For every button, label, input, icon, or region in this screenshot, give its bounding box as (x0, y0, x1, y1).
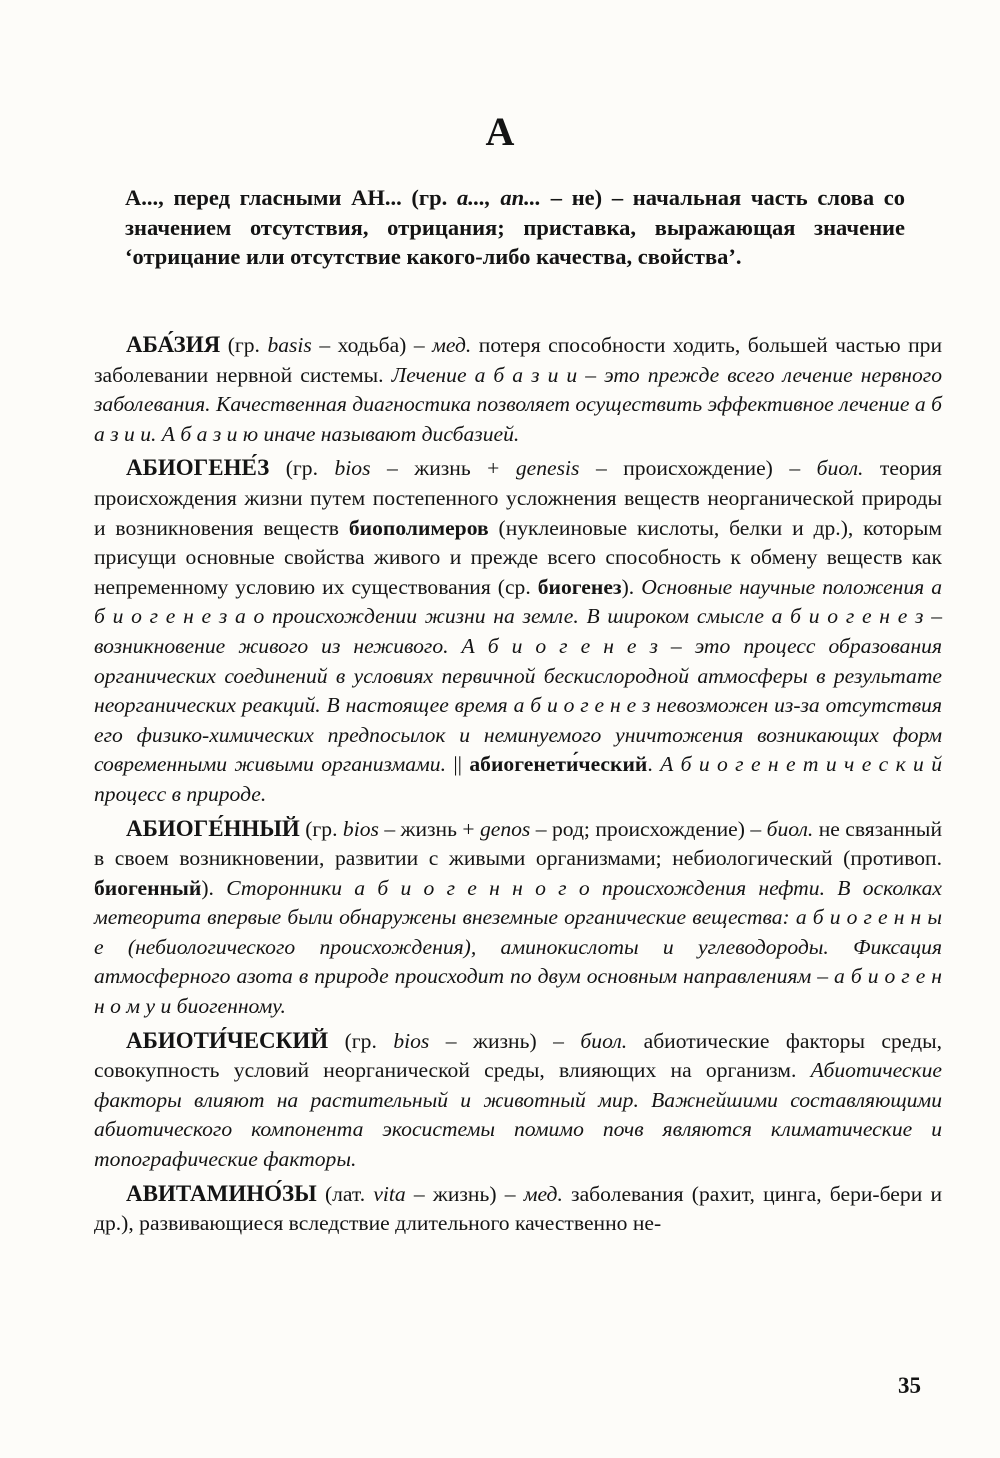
source-gloss: – род; происхождение) – (530, 816, 767, 841)
usage-example: Сторонники а б и о г е н н о г о происхождения нефти. В осколках метеорита впервые были обнаружены внеземные органические вещества: а б и о г е н н ы е (небиологического происхождения), аминокислоты и углеводороды. Фиксация атмосферного азота в природе происходит по двум основным направлениям – а б и о г е н н о м у и биогенному. (94, 875, 942, 1019)
punctuation: . (647, 752, 661, 777)
source-word: genesis (515, 456, 580, 481)
etymology-lang: (лат. (316, 1181, 374, 1206)
usage-example: Абиотические факторы влияют на растительный и животный мир. Важнейшими составляющими абиотического компонента экосистемы помимо почв являются климатические и топографические факторы. (94, 1058, 942, 1172)
intro-head: А..., перед гласными АН... (гр. (125, 185, 457, 210)
cross-reference-term: биогенный (94, 875, 202, 900)
intro-greek: а..., an... (456, 185, 542, 210)
field-label: биол. (580, 1028, 628, 1053)
source-word: genos (479, 816, 531, 841)
prefix-definition (125, 183, 905, 272)
section-letter: А (485, 109, 515, 154)
entry-abiogenny (94, 814, 942, 1022)
etymology-lang: (гр. (328, 1028, 394, 1053)
headword: АБА́ЗИЯ (126, 332, 221, 357)
usage-example: А б и о г е н е т и ч е с к и й процесс в природе. (94, 752, 943, 806)
page-number: 35 (898, 1373, 921, 1398)
entry-abiotichesky (94, 1026, 942, 1175)
etymology-lang: (гр. (269, 456, 335, 481)
headword: АБИОГЕ́ННЫЙ (126, 815, 300, 841)
source-word: bios (334, 456, 371, 481)
source-gloss: – ходьба) – (311, 333, 433, 357)
usage-example: Основные научные положения а б и о г е н е з а о происхождении жизни на земле. В широком смысле а б и о г е н е з – возникновение живого из неживого. А б и о г е н е з – это процесс образования органических соединений в условиях первичной бескислородной атмосферы в результате неорганических реакций. В настоящее время а б и о г е н е з невозможен из-за отсутствия его физико-химических предпосылок и неминуемого уничтожения возникающих форм современными живыми организмами. (94, 574, 942, 777)
source-gloss: – происхождение) – (579, 456, 817, 481)
usage-example: Лечение а б а з и и – это прежде всего лечение нервного заболевания. Качественная диагностика позволяет осуществить эффективное лечение а б а з и и. А б а з и ю иначе называют дисбазией. (94, 362, 943, 446)
definition: не связанный в своем возникновении, развитии с живыми организмами; небиологический (противоп. (94, 816, 942, 871)
derived-word: абиогенети́ческий (469, 752, 648, 777)
definition: ). (201, 875, 227, 900)
definition: (нуклеиновые кислоты, белки и др.), которым присущи основные свойства живого и прежде всего способность к обмену веществ как непременному условию их существования (ср. (94, 515, 942, 599)
field-label: биол. (766, 816, 814, 841)
source-word: bios (393, 1028, 430, 1053)
definition: потеря способности ходить, большей частью при заболевании нервной системы. (94, 333, 943, 387)
definition: теория происхождения жизни путем постепенного усложнения веществ неорганической природы и возникновения веществ (94, 456, 942, 540)
entry-abiogenez (94, 453, 942, 809)
definition: абиотические факторы среды, совокупность условий неорганической среды, влияющих на организм. (94, 1028, 942, 1083)
field-label: мед. (523, 1181, 563, 1206)
definition: ). (621, 574, 642, 599)
source-gloss: – жизнь) – (405, 1181, 524, 1206)
intro-text: – не) – начальная часть слова со значением отсутствия, отрицания; приставка, выражающая значение ‘отрицание или отсутствие какого-либо качества, свойства’. (125, 185, 906, 269)
source-word: vita (373, 1181, 406, 1206)
source-gloss: – жизнь) – (429, 1028, 581, 1053)
field-label: мед. (432, 333, 472, 357)
derivative-separator: || (446, 752, 470, 777)
source-gloss: – жизнь + (370, 456, 516, 481)
headword: АВИТАМИНО́ЗЫ (126, 1180, 317, 1206)
etymology-lang: (гр. (220, 333, 268, 357)
definition: заболевания (рахит, цинга, бери-бери и др.), развивающиеся вследствие длительного качественно не- (94, 1181, 942, 1236)
headword: АБИОГЕНЕ́З (126, 455, 270, 481)
etymology-lang: (гр. (299, 816, 343, 841)
field-label: биол. (816, 456, 864, 481)
entry-abazia (94, 330, 942, 449)
cross-reference-term: биогенез (537, 574, 622, 599)
source-word: basis (267, 333, 312, 357)
entries-list (94, 330, 942, 1243)
headword: АБИОТИ́ЧЕСКИЙ (126, 1027, 329, 1053)
cross-reference-term: биополимеров (348, 515, 489, 540)
source-gloss: – жизнь + (378, 816, 480, 841)
entry-avitaminozy (94, 1179, 942, 1239)
source-word: bios (342, 816, 379, 841)
